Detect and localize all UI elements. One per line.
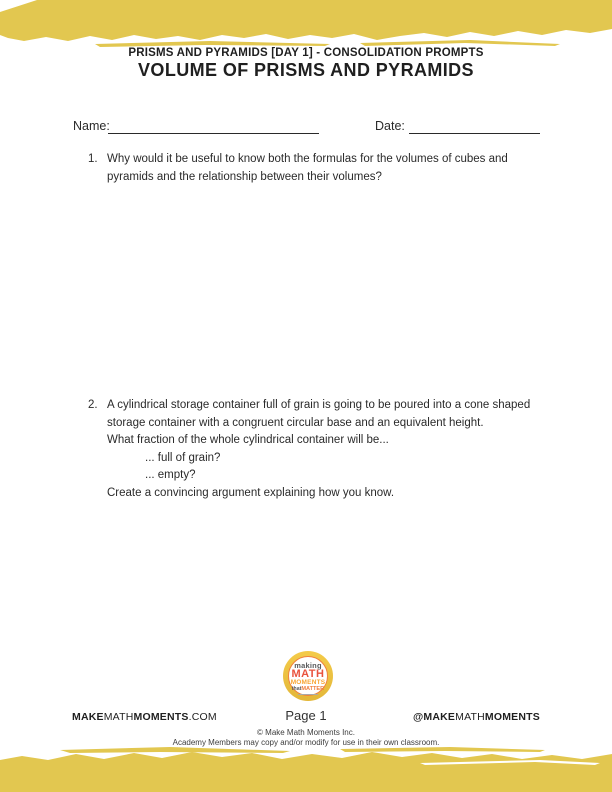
question-2-subitem-empty: ... empty? [145,469,196,481]
footer-social-math: MATH [455,711,485,723]
logo-word-math: MATH [291,668,325,680]
footer-website-math: MATH [103,711,134,723]
bottom-band-shape [0,752,612,792]
logo-tiny-url-line [298,694,318,696]
logo-word-making: making [294,661,322,670]
footer-social-moments: MOMENTS [484,711,540,723]
bottom-band-streak-2 [340,747,545,752]
bottom-brush-band [0,747,612,792]
footer-social-handle [413,711,540,723]
top-band-streak-2 [360,40,560,46]
logo-word-moments: MOMENTS [290,679,326,686]
page-title: VOLUME OF PRISMS AND PYRAMIDS [138,60,474,80]
date-blank-line [409,119,540,134]
logo-word-matter: MATTER [301,686,325,692]
name-blank-line [108,119,319,134]
make-math-moments-logo [283,651,333,701]
logo-inner-circle [288,656,328,696]
bottom-band-streak-1 [60,747,290,753]
question-1-body [107,151,527,186]
footer-page-number: Page 1 [285,708,327,723]
question-2-subitem-grain: ... full of grain? [145,451,221,464]
date-label: Date: [375,119,405,133]
footer-website-moments: MOMENTS [133,711,189,723]
header-eyebrow: PRISMS AND PYRAMIDS [DAY 1] - CONSOLIDATION PROMPTS [128,47,484,59]
question-1 [88,151,527,186]
footer-social-make: @MAKE [412,711,456,723]
question-1-text: Why would it be useful to know both the formulas for the volumes of cubes and pyramids and the relationship between their volumes? [107,153,508,183]
question-2-paragraph: A cylindrical storage container full of grain is going to be poured into a cone shaped storage container with a congruent circular base and an equivalent height. [107,399,531,429]
top-brush-band [0,0,612,52]
question-2-number: 2. [88,399,98,411]
question-1-number: 1. [88,153,98,165]
question-2-paragraph: What fraction of the whole cylindrical container will be... [107,434,389,446]
logo-word-that: that [291,686,302,692]
question-2-body [107,397,553,502]
footer-license: Academy Members may copy and/or modify for use in their own classroom. [172,738,440,747]
question-2-paragraph: Create a convincing argument explaining how you know. [107,486,395,499]
footer-copyright: © Make Math Moments Inc. [257,728,355,737]
footer-website-make: MAKE [72,711,104,723]
question-2 [88,397,553,502]
logo-word-that-matter [289,686,327,692]
footer-website-com: .COM [188,711,217,723]
name-label: Name: [73,119,110,133]
top-band-shape [0,0,612,41]
